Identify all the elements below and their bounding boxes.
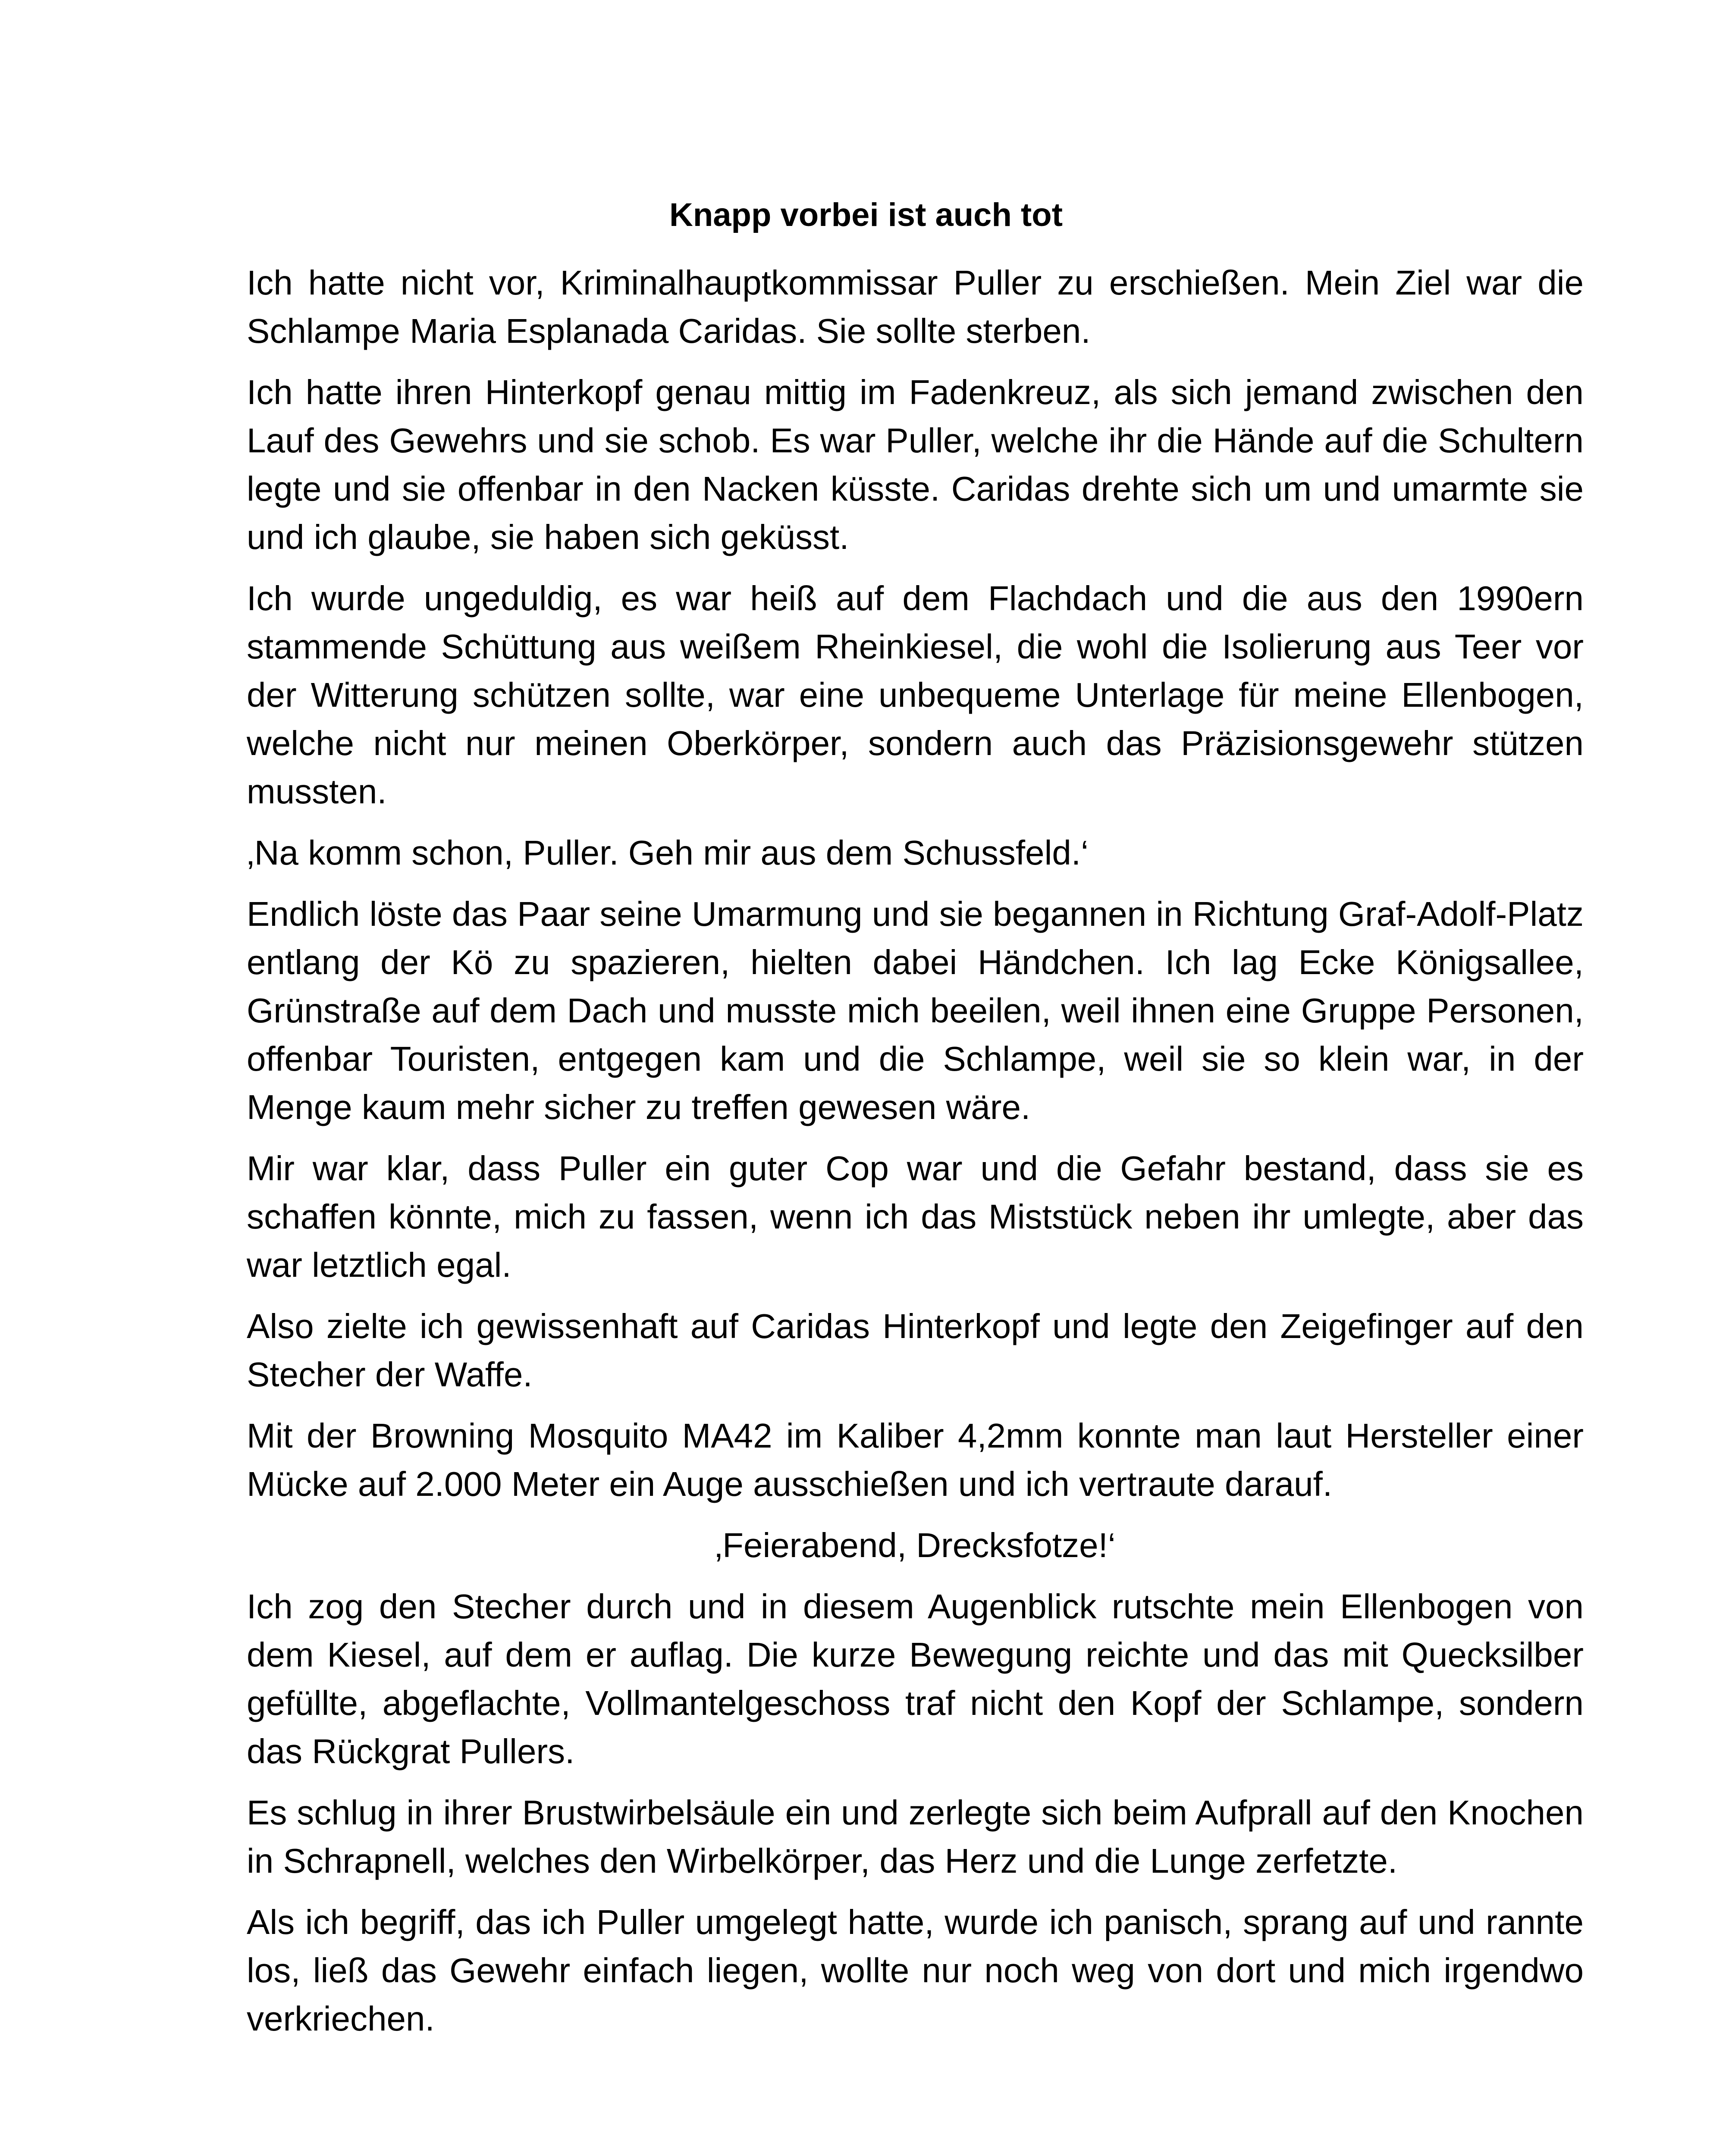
body-text — [247, 259, 1584, 2056]
paragraph: Mit der Browning Mosquito MA42 im Kaliber 4,2mm konnte man laut Hersteller einer Mücke auf 2.000 Meter ein Auge ausschießen und ich vertraute darauf. — [247, 1416, 1584, 1503]
paragraph: Ich hatte ihren Hinterkopf genau mittig im Fadenkreuz, als sich jemand zwischen den Lauf des Gewehrs und sie schob. Es war Puller, welche ihr die Hände auf die Schultern legte und sie offenbar in den Nacken küsste. Caridas drehte sich um und umarmte sie und ich glaube, sie haben sich geküsst. — [247, 373, 1584, 556]
paragraph: Ich zog den Stecher durch und in diesem Augenblick rutschte mein Ellenbogen von dem Kiesel, auf dem er auflag. Die kurze Bewegung reichte und das mit Quecksilber gefüllte, abgeflachte, Vollmantelgeschoss traf nicht den Kopf der Schlampe, sondern das Rückgrat Pullers. — [247, 1587, 1584, 1771]
page-title: Knapp vorbei ist auch tot — [669, 197, 1063, 233]
paragraph: Endlich löste das Paar seine Umarmung und sie begannen in Richtung Graf-Adolf-Platz entlang der Kö zu spazieren, hielten dabei Händchen. Ich lag Ecke Königsallee, Grünstraße auf dem Dach und musste mich beeilen, weil ihnen eine Gruppe Personen, offenbar Touristen, entgegen kam und die Schlampe, weil sie so klein war, in der Menge kaum mehr sicher zu treffen gewesen wäre. — [247, 895, 1584, 1126]
paragraph: Also zielte ich gewissenhaft auf Caridas Hinterkopf und legte den Zeigefinger auf den Stecher der Waffe. — [247, 1307, 1584, 1394]
paragraph: Mir war klar, dass Puller ein guter Cop war und die Gefahr bestand, dass sie es schaffen könnte, mich zu fassen, wenn ich das Miststück neben ihr umlegte, aber das war letztlich egal. — [247, 1149, 1584, 1284]
paragraph: Als ich begriff, das ich Puller umgelegt hatte, wurde ich panisch, sprang auf und rannte los, ließ das Gewehr einfach liegen, wollte nur noch weg von dort und mich irgendwo verkriechen. — [247, 1903, 1584, 2038]
paragraph: Ich hatte nicht vor, Kriminalhauptkommissar Puller zu erschießen. Mein Ziel war die Schlampe Maria Esplanada Caridas. Sie sollte sterben. — [247, 263, 1584, 350]
paragraph-centered-quote: ‚Feierabend, Drecksfotze!‘ — [715, 1526, 1116, 1564]
paragraph: Es schlug in ihrer Brustwirbelsäule ein und zerlegte sich beim Aufprall auf den Knochen in Schrapnell, welches den Wirbelkörper, das Herz und die Lunge zerfetzte. — [247, 1793, 1584, 1880]
paragraph: Ich wurde ungeduldig, es war heiß auf dem Flachdach und die aus den 1990ern stammende Schüttung aus weißem Rheinkiesel, die wohl die Isolierung aus Teer vor der Witterung schützen sollte, war eine unbequeme Unterlage für meine Ellenbogen, welche nicht nur meinen Oberkörper, sondern auch das Präzisionsgewehr stützen mussten. — [247, 579, 1584, 811]
paragraph: ‚Na komm schon, Puller. Geh mir aus dem Schussfeld.‘ — [247, 834, 1089, 872]
